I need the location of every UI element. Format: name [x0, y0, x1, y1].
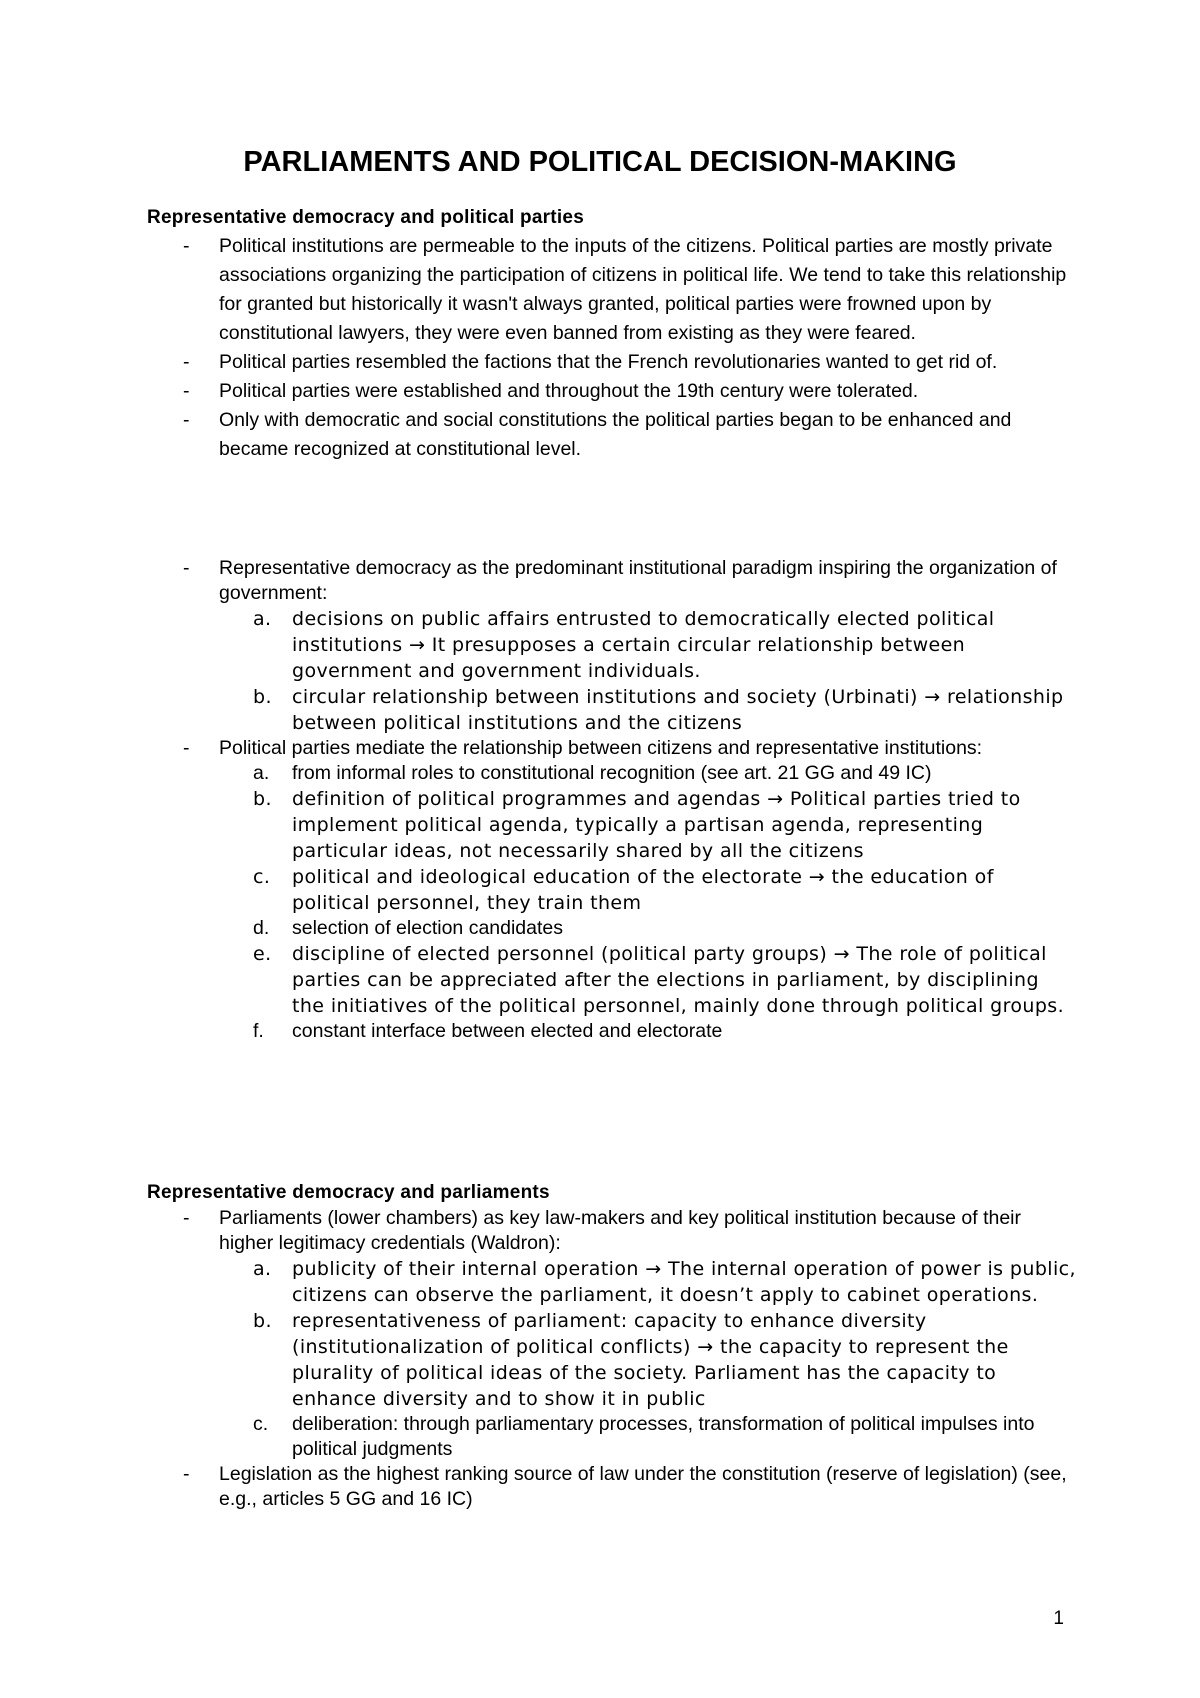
bullet-dash: -: [183, 557, 190, 579]
sublist-item: [147, 864, 1077, 916]
sublist-marker: b.: [253, 1310, 272, 1332]
bullet-parliaments: [147, 1206, 1077, 1462]
bullet-text: Legislation as the highest ranking source of law under the constitution (reserve of legislation) (see, e.g., articles 5 GG and 16 IC): [219, 1463, 1067, 1510]
sublist-text: publicity of their internal operation → The internal operation of power is public, citizens can observe the parliament, it doesn’t apply to cabinet operations.: [292, 1258, 1076, 1306]
sublist-marker: c.: [253, 866, 271, 888]
bullet-dash: -: [183, 235, 190, 257]
bullet-text: Political parties resembled the factions that the French revolutionaries wanted to get rid of.: [219, 351, 998, 373]
sublist-item: [147, 761, 1077, 786]
bullet-representative-democracy: [147, 556, 1077, 736]
bullet-permeable: [147, 232, 1077, 348]
bullet-dash: -: [183, 409, 190, 431]
sublist-item: [147, 1308, 1077, 1412]
representative-bullet-list: [147, 556, 1077, 1044]
sublist-text: discipline of elected personnel (political party groups) → The role of political parties can be appreciated after the elections in parliament, by disciplining the initiatives of the political personnel, mainly done through political groups.: [292, 943, 1065, 1017]
bullet-factions: [147, 348, 1077, 377]
bullet-dash: -: [183, 737, 190, 759]
sublist-marker: a.: [253, 608, 272, 630]
bullet-dash: -: [183, 1463, 190, 1485]
section-heading-parliaments: Representative democracy and parliaments: [147, 1182, 550, 1203]
parties-sublist: [219, 761, 1077, 1044]
sublist-text: decisions on public affairs entrusted to democratically elected political institutions → It presupposes a certain circular relationship between government and government individuals.: [292, 608, 995, 682]
parties-bullet-list: [147, 232, 1077, 464]
sublist-marker: a.: [253, 762, 270, 784]
bullet-dash: -: [183, 380, 190, 402]
parliaments-bullet-list: [147, 1206, 1077, 1512]
sublist-item: [147, 941, 1077, 1019]
sublist-marker: d.: [253, 917, 270, 939]
sublist-text: representativeness of parliament: capacity to enhance diversity (institutionalization of political conflicts) → the capacity to represent the plurality of political ideas of the society. Parliament has the capacity to enhance diversity and to show it in public: [292, 1310, 1009, 1410]
sublist-item: [147, 786, 1077, 864]
sublist-item: [147, 1256, 1077, 1308]
sublist-text: selection of election candidates: [292, 917, 564, 939]
bullet-text: Political parties were established and throughout the 19th century were tolerated.: [219, 380, 919, 402]
sublist-text: from informal roles to constitutional recognition (see art. 21 GG and 49 IC): [292, 762, 932, 784]
sublist-item: [147, 916, 1077, 941]
sublist-marker: a.: [253, 1258, 272, 1280]
representative-sublist: [219, 606, 1077, 736]
sublist-item: [147, 1019, 1077, 1044]
sublist-marker: f.: [253, 1020, 264, 1042]
bullet-dash: -: [183, 351, 190, 373]
bullet-text: Parliaments (lower chambers) as key law-makers and key political institution because of their higher legitimacy credentials (Waldron):: [219, 1207, 1022, 1254]
parliaments-sublist: [219, 1256, 1077, 1462]
bullet-text: Political institutions are permeable to the inputs of the citizens. Political parties are mostly private associations organizing the participation of citizens in political life. We tend to take this relationship for granted but historically it wasn't always granted, political parties were frowned upon by constitutional lawyers, they were even banned from existing as they were feared.: [219, 235, 1067, 344]
bullet-recognized: [147, 406, 1077, 464]
bullet-legislation: [147, 1462, 1077, 1512]
sublist-text: definition of political programmes and agendas → Political parties tried to implement political agenda, typically a partisan agenda, representing particular ideas, not necessarily shared by all the citizens: [292, 788, 1021, 862]
sublist-text: constant interface between elected and electorate: [292, 1020, 723, 1042]
bullet-parties-mediate: [147, 736, 1077, 1044]
bullet-text: Only with democratic and social constitutions the political parties began to be enhanced and became recognized at constitutional level.: [219, 409, 1012, 460]
bullet-text: Political parties mediate the relationship between citizens and representative institutions:: [219, 737, 983, 759]
sublist-marker: b.: [253, 788, 272, 810]
sublist-text: deliberation: through parliamentary processes, transformation of political impulses into political judgments: [292, 1413, 1035, 1460]
sublist-item: [147, 1412, 1077, 1462]
sublist-marker: e.: [253, 943, 272, 965]
bullet-text: Representative democracy as the predominant institutional paradigm inspiring the organization of government:: [219, 557, 1057, 604]
section-heading-parties: Representative democracy and political parties: [147, 207, 585, 228]
sublist-item: [147, 684, 1077, 736]
sublist-item: [147, 606, 1077, 684]
sublist-marker: b.: [253, 686, 272, 708]
bullet-dash: -: [183, 1207, 190, 1229]
page-title: PARLIAMENTS AND POLITICAL DECISION-MAKING: [243, 146, 957, 178]
page-number: 1: [1053, 1608, 1064, 1629]
sublist-text: circular relationship between institutions and society (Urbinati) → relationship between political institutions and the citizens: [292, 686, 1064, 734]
sublist-text: political and ideological education of the electorate → the education of political personnel, they train them: [292, 866, 994, 914]
bullet-tolerated: [147, 377, 1077, 406]
sublist-marker: c.: [253, 1413, 269, 1435]
